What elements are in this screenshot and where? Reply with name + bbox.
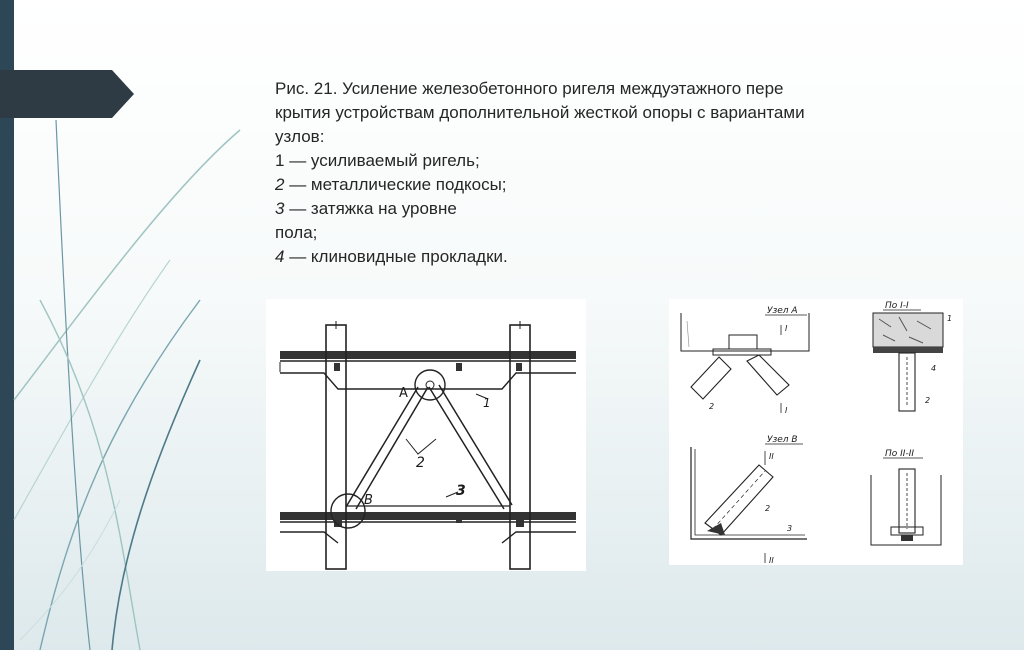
caption-item-4	[275, 245, 895, 269]
caption-item-text: — затяжка на уровне	[284, 199, 457, 218]
label-mark-2: 2	[416, 455, 425, 471]
node-a-circle	[415, 370, 445, 400]
girder-outline	[280, 361, 576, 389]
figure-caption	[275, 77, 895, 269]
left-brace	[346, 387, 428, 509]
label-mark-2-section: 2	[925, 396, 931, 405]
caption-item-text: — клиновидные прокладки.	[284, 247, 508, 266]
frame-elevation-drawing	[266, 299, 586, 571]
node-details-figure	[669, 299, 963, 565]
label-node-b-title: Узел В	[767, 435, 798, 445]
label-mark-1-section: 1	[947, 314, 953, 323]
label-mark-1: 1	[483, 396, 491, 410]
label-mark-I-top: I	[785, 324, 788, 333]
caption-title-line: узлов:	[275, 127, 325, 146]
right-brace	[429, 385, 512, 509]
caption-item-3	[275, 197, 895, 221]
node-a-right-brace	[747, 355, 789, 395]
lower-girder-outline	[280, 522, 576, 543]
caption-item-text: — металлические подкосы;	[284, 175, 507, 194]
label-mark-I-bottom: I	[785, 406, 788, 415]
label-node-b: B	[364, 493, 373, 508]
node-b-circle	[331, 494, 365, 528]
caption-item-number: 3	[275, 199, 285, 218]
node-a-left-brace	[691, 357, 731, 399]
label-mark-3-node-b: 3	[787, 524, 793, 533]
label-mark-2-node-a: 2	[709, 402, 715, 411]
label-section-2-title: По II-II	[885, 449, 914, 459]
node-a-plate	[729, 335, 757, 349]
caption-title-line: Рис. 21. Усиление железобетонного ригеля междуэтажного пере	[275, 79, 784, 98]
label-section-1-title: По I-I	[885, 301, 909, 311]
caption-item-2	[275, 173, 895, 197]
caption-item-text: — усиливаемый ригель;	[284, 151, 480, 170]
label-node-a: A	[399, 386, 408, 401]
label-node-a-title: Узел А	[767, 306, 798, 316]
caption-item-3-continued	[275, 221, 895, 245]
caption-item-number: 1	[275, 151, 285, 170]
label-mark-2-node-b: 2	[765, 504, 771, 513]
frame-elevation-figure	[266, 299, 586, 571]
label-mark-II-top: II	[769, 452, 774, 461]
upper-slab	[280, 351, 576, 359]
lower-slab	[280, 512, 576, 520]
caption-item-number: 4	[275, 247, 285, 266]
label-mark-3: 3	[456, 483, 466, 499]
label-mark-II-bottom: II	[769, 556, 774, 565]
caption-item-text: пола;	[275, 223, 318, 242]
node-details-drawing	[669, 299, 963, 565]
section-1-slab	[873, 313, 943, 347]
node-a-girder	[681, 313, 809, 351]
caption-title-line: крытия устройствам дополнительной жесткой опоры с вариантами	[275, 103, 805, 122]
caption-item-number: 2	[275, 175, 285, 194]
label-mark-4-section: 4	[931, 364, 937, 373]
title-arrow-tab	[0, 70, 134, 118]
caption-item-1	[275, 149, 895, 173]
